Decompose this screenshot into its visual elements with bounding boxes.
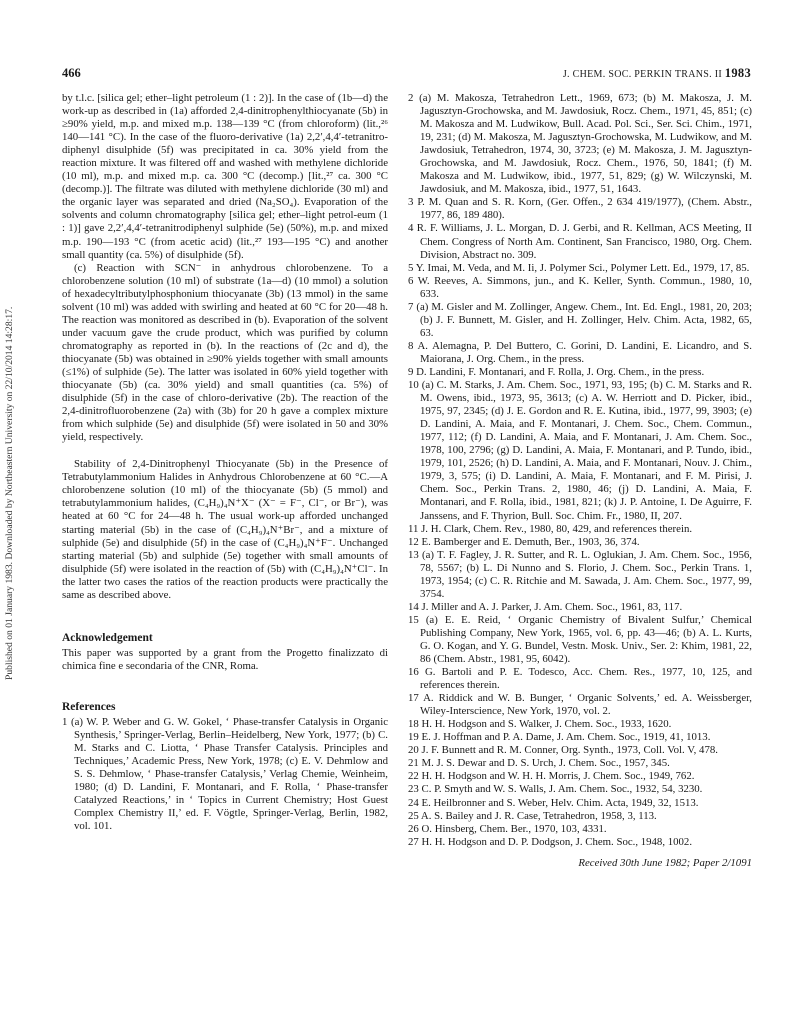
experimental-paragraph-1: by t.l.c. [silica gel; ether–light petroleum (1 : 2)]. In the case of (1b—d) the work-up as described in (1a) afforded 2,4-dinitrophenylthiocyanate (5b) in ≥90% yield, m.p. and mixed m.p. 138—139 °C (from chloroform) (lit.,²⁶ 140—141 °C). In the case of the fluoro-derivative (1a) 2,2′,4,4′-tetranitro-diphenyl disulphide (5f) was precipitated in ca. 30% yield from the reaction mixture. It was filtered off and washed with methylene dichloride (10 ml), m.p. and mixed m.p. ca. 300 °C (decomp.) [lit.,²⁷ ca. 300 °C (decomp.)]. The filtrate was diluted with methylene dichloride (30 ml) and the organic layer was separated and dried (Na₂SO₄). Evaporation of the solvents and column chromatography [silica gel; ether–light petrol-eum (1 : 1)] gave 2,2′,4,4′-tetranitrodiphenyl sulphide (5e) (50%), m.p. and mixed m.p. 190—193 °C (from acetic acid) (lit.,²⁷ 193—195 °C) and another small quantity (ca. 5%) of disulphide (5f).: [62, 92, 388, 261]
reference-4: 4 R. F. Williams, J. L. Morgan, D. J. Gerbi, and R. Kellman, ACS Meeting, II Chem. Congress of North Am. Continent, San Francisco, 1980, Org. Chem. Division, Abstract no. 309.: [408, 222, 752, 261]
reference-26: 26 O. Hinsberg, Chem. Ber., 1970, 103, 4331.: [408, 822, 607, 835]
references-heading: References: [62, 700, 116, 713]
reference-3: 3 P. M. Quan and S. R. Korn, (Ger. Offen., 2 634 419/1977), (Chem. Abstr., 1977, 86, 189 480).: [408, 196, 752, 222]
journal-name: J. CHEM. SOC. PERKIN TRANS. II: [562, 69, 722, 80]
reference-2: 2 (a) M. Makosza, Tetrahedron Lett., 1969, 673; (b) M. Makosza, J. M. Jagusztyn-Grochowska, and M. Jawdosiuk, Rocz. Chem., 1971, 45, 851; (c) M. Makosza and M. Ludwikow, Bull. Acad. Pol. Sci., Ser. Sci. Chim., 1971, 19, 231; (d) M. Makosza, M. Jagusztyn-Grochowska, M. Ludwikow, and M. Jawdosiuk, Tetrahedron, 1974, 30, 3723; (e) M. Makosza, J. M. Jagusztyn-Grochowska, and M. Jawdosiuk, Rocz. Chem., 1976, 50, 1841; (f) M. Makosza and M. Ludwikow, ibid., 1977, 51, 829; (g) W. Wilczynski, M. Jawdosiuk, and M. Makosza, ibid., 1977, 51, 1643.: [408, 92, 752, 196]
reference-12: 12 E. Bamberger and E. Demuth, Ber., 1903, 36, 374.: [408, 535, 640, 548]
reference-11: 11 J. H. Clark, Chem. Rev., 1980, 80, 429, and references therein.: [408, 522, 693, 535]
reference-25: 25 A. S. Bailey and J. R. Case, Tetrahedron, 1958, 3, 113.: [408, 809, 657, 822]
reference-1: 1 (a) W. P. Weber and G. W. Gokel, ‘ Phase-transfer Catalysis in Organic Synthesis,’ Springer-Verlag, Berlin–Heidelberg, New York, 1977; (b) C. M. Starks and C. Liotta, ‘ Phase Transfer Catalysis. Principles and Techniques,’ Academic Press, New York, 1978; (c) E. V. Dehmlow and S. S. Dehmlow, ‘ Phase-transfer Catalysis,’ Verlag Chemie, Weinheim, 1980; (d) D. Landini, F. Montanari, and F. Rolla, ‘ Phase-transfer Catalyzed Reactions,’ in ‘ Topics in Current Chemistry; Host Guest Complex Chemistry II,’ ed. F. Vögtle, Springer-Verlag, Berlin, 1982, vol. 101.: [62, 715, 388, 833]
journal-year: 1983: [724, 66, 751, 80]
reference-16: 16 G. Bartoli and P. E. Todesco, Acc. Chem. Res., 1977, 10, 125, and references therein.: [408, 666, 752, 692]
reference-5: 5 Y. Imai, M. Veda, and M. Ii, J. Polymer Sci., Polymer Lett. Ed., 1979, 17, 85.: [408, 261, 750, 274]
experimental-paragraph-2: (c) Reaction with SCN⁻ in anhydrous chlorobenzene. To a chlorobenzene solution (10 ml) of substrate (1a—d) (10 mmol) a solution of hexadecyltributylphosphonium thiocyanate (3b) (13 mmol) in the same solvent (10 ml) was added with swirling and heated at 60 °C for 20—48 h. The reaction was monitored as described in (b). Evaporation of the solvent under vacuum gave the crude product, which was purified by column chromatography as reported in (b). In the reactions of (2c and d), the thiocyanate (5b) was obtained in ≥90% yields together with small amounts (≤1%) of sulphide (5e). The latter was isolated in 60% yield together with thiocyanate (5b) (ca. 30% yield) and small quantities (ca. 5%) of disulphide (5f) in the case of chloro-derivative (2b). The reaction of the 2,4-dinitrofluorobenzene (2a) with (3b) for 20 h gave a complex mixture from which sulphide (5e) and disulphide (5f) were isolated in 50 and 30% yield, respectively.: [62, 261, 388, 444]
reference-20: 20 J. F. Bunnett and R. M. Conner, Org. Synth., 1973, Coll. Vol. V, 478.: [408, 744, 718, 757]
download-watermark-text: Published on 01 January 1983. Downloaded by Northeastern University on 22/10/2014 14:28:17.: [4, 306, 15, 680]
right-column: [408, 92, 752, 881]
reference-23: 23 C. P. Smyth and W. S. Walls, J. Am. Chem. Soc., 1932, 54, 3230.: [408, 783, 703, 796]
reference-6: 6 W. Reeves, A. Simmons, jun., and K. Keller, Synth. Commun., 1980, 10, 633.: [408, 274, 752, 300]
reference-17: 17 A. Riddick and W. B. Bunger, ‘ Organic Solvents,’ ed. A. Weissberger, Wiley-Interscience, New York, 1970, vol. 2.: [408, 692, 752, 718]
page-number: 466: [62, 66, 81, 80]
received-date: Received 30th June 1982; Paper 2/1091: [578, 856, 752, 869]
reference-18: 18 H. H. Hodgson and S. Walker, J. Chem. Soc., 1933, 1620.: [408, 718, 672, 731]
reference-15: 15 (a) E. E. Reid, ‘ Organic Chemistry of Bivalent Sulfur,’ Chemical Publishing Company, New York, 1965, vol. 6, pp. 43—46; (b) A. L. Kurts, G. O. Kogan, and Y. G. Bundel, Vestn. Mosk. Univ., Ser. 2: Khim, 1981, 22, 86 (Chem. Abstr., 1981, 95, 6042).: [408, 613, 752, 666]
page-header: [62, 66, 751, 82]
reference-9: 9 D. Landini, F. Montanari, and F. Rolla, J. Org. Chem., in the press.: [408, 365, 705, 378]
left-column: [62, 92, 388, 833]
reference-10: 10 (a) C. M. Starks, J. Am. Chem. Soc., 1971, 93, 195; (b) C. M. Starks and R. M. Owens, ibid., 1973, 95, 3613; (c) A. W. Herriott and D. Picker, ibid., 1975, 97, 2345; (d) J. E. Gordon and R. E. Kutina, ibid., 1977, 99, 3903; (e) D. Landini, A. Maia, and F. Montanari, J. Chem. Soc., Chem. Commun., 1977, 112; (f) D. Landini, A. Maia, and F. Montanari, J. Am. Chem. Soc., 1978, 100, 2796; (g) D. Landini, A. Maia, F. Montanari, and P. Tundo, ibid., 1979, 101, 2526; (h) D. Landini, A. Maia, and F. Montanari, Nouv. J. Chim., 1979, 3, 575; (i) D. Landini, A. Maia, F. Montanari, and F. M. Pirisi, J. Chem. Soc., Perkin Trans. 2, 1980, 46; (j) D. Landini, A. Maia, F. Montanari, and F. Rolla, ibid., 1981, 821; (k) J. P. Antoine, I. De Aguirre, F. Janssens, and F. Thyrion, Bull. Soc. Chim. Fr., 1980, II, 207.: [408, 379, 752, 522]
stability-paragraph: Stability of 2,4-Dinitrophenyl Thiocyanate (5b) in the Presence of Tetrabutylammonium Halides in Anhydrous Chlorobenzene at 60 °C.—A chlorobenzene solution (10 ml) of the thiocyanate (5b) (5 mmol) and tetrabutylammonium halides, (C₄H₉)₄N⁺X⁻ (X⁻ = F⁻, Cl⁻, or Br⁻), was heated at 60 °C for 24—48 h. The usual work-up afforded unchanged starting material (5b) in the case of (C₄H₉)₄N⁺Br⁻, and a mixture of sulphide (5e) and disulphide (5f) in the case of (C₄H₉)₄N⁺F⁻. Unchanged starting material (5b) and sulphide (5e) together with small amounts of disulphide (5f) were isolated in the reaction of (5b) with (C₄H₉)₄N⁺Cl⁻. In the latter two cases the ratios of the reaction products were practically the same as described above.: [62, 458, 388, 601]
reference-13: 13 (a) T. F. Fagley, J. R. Sutter, and R. L. Oglukian, J. Am. Chem. Soc., 1956, 78, 5567; (b) L. Di Nunno and S. Florio, J. Chem. Soc., Perkin Trans. 1, 1973, 1954; (c) C. R. Ritchie and M. Sawada, J. Am. Chem. Soc., 1977, 99, 3754.: [408, 548, 752, 600]
reference-8: 8 A. Alemagna, P. Del Buttero, C. Gorini, D. Landini, E. Licandro, and S. Maiorana, J. Org. Chem., in the press.: [408, 339, 752, 365]
reference-14: 14 J. Miller and A. J. Parker, J. Am. Chem. Soc., 1961, 83, 117.: [408, 600, 683, 613]
reference-27: 27 H. H. Hodgson and D. P. Dodgson, J. Chem. Soc., 1948, 1002.: [408, 835, 693, 848]
reference-22: 22 H. H. Hodgson and W. H. H. Morris, J. Chem. Soc., 1949, 762.: [408, 770, 695, 783]
reference-7: 7 (a) M. Gisler and M. Zollinger, Angew. Chem., Int. Ed. Engl., 1981, 20, 203; (b) J. F. Bunnett, M. Gisler, and H. Zollinger, Helv. Chim. Acta, 1982, 65, 63.: [408, 300, 752, 339]
reference-19: 19 E. J. Hoffman and P. A. Dame, J. Am. Chem. Soc., 1919, 41, 1013.: [408, 731, 711, 744]
reference-21: 21 M. J. S. Dewar and D. S. Urch, J. Chem. Soc., 1957, 345.: [408, 757, 670, 770]
reference-24: 24 E. Heilbronner and S. Weber, Helv. Chim. Acta, 1949, 32, 1513.: [408, 796, 699, 809]
journal-running-head: [563, 66, 751, 81]
acknowledgement-text: This paper was supported by a grant from the Progetto finalizzato di chimica fine e secondaria of the CNR, Roma.: [62, 646, 388, 672]
acknowledgement-heading: Acknowledgement: [62, 631, 153, 644]
download-watermark: [4, 60, 18, 860]
